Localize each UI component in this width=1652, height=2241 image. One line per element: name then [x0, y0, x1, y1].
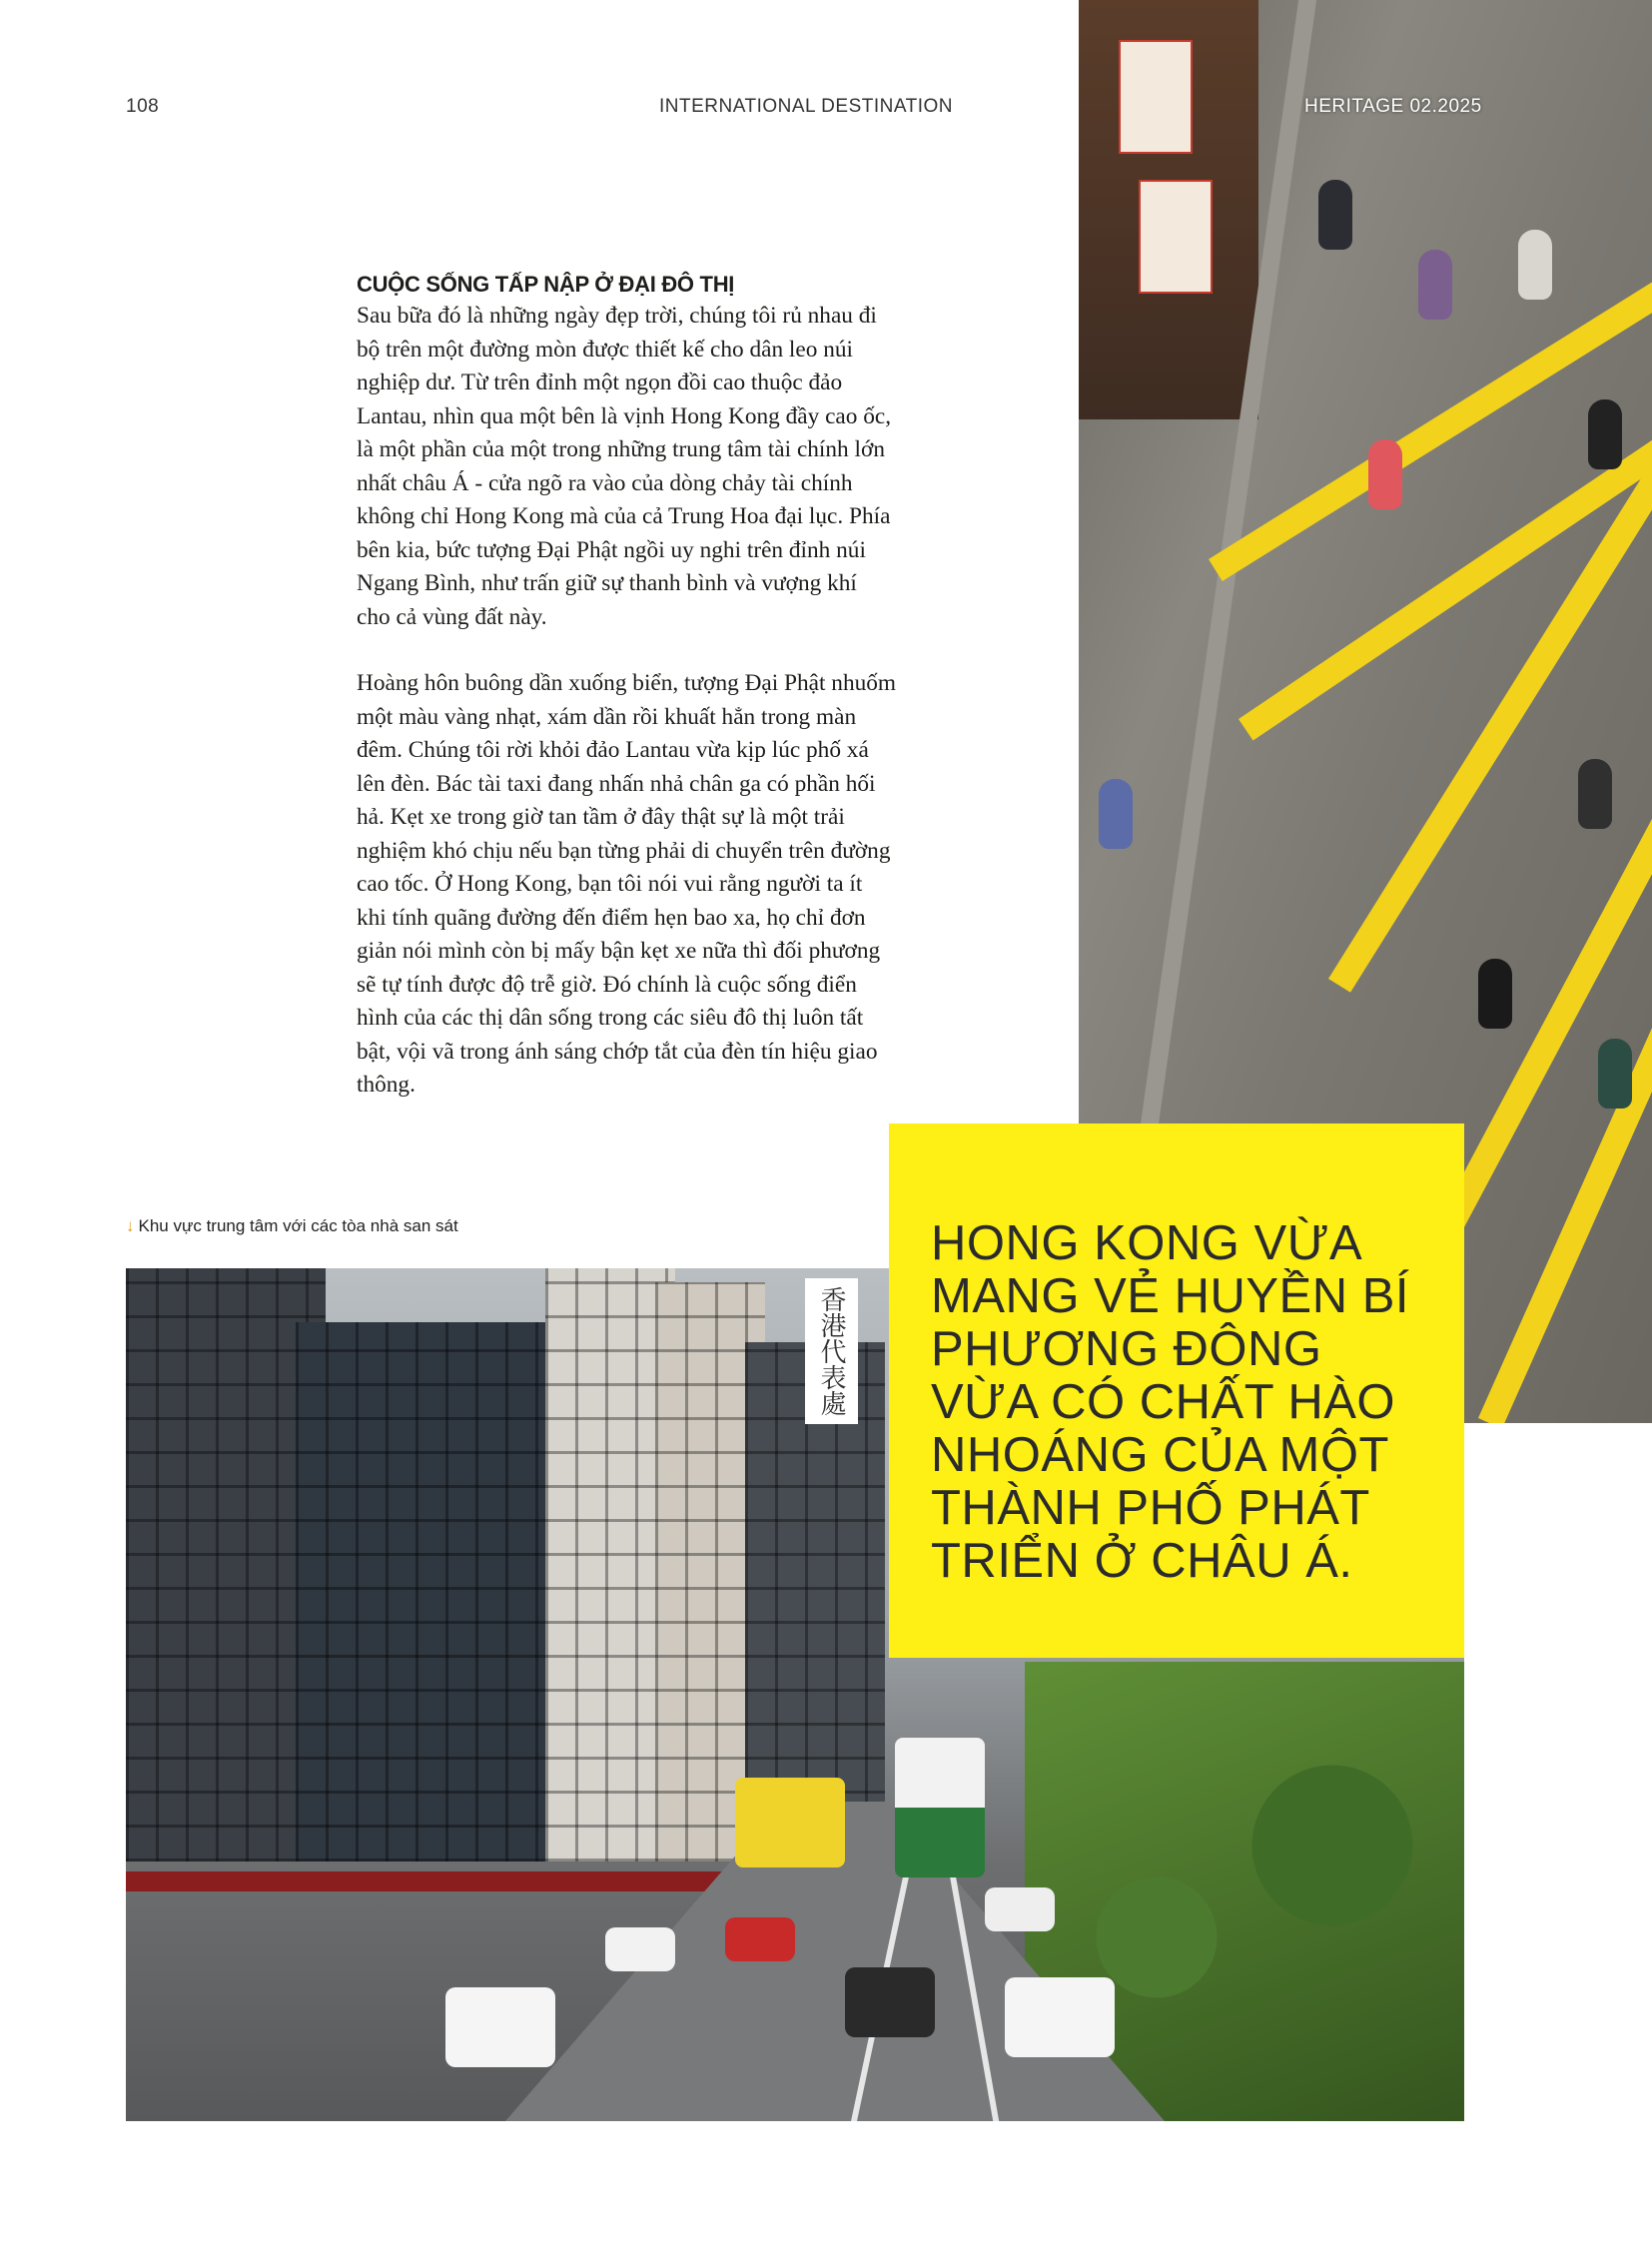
pull-quote: HONG KONG VỪA MANG VẺ HUYỀN BÍ PHƯƠNG ĐÔNG VỪA CÓ CHẤT HÀO NHOÁNG CỦA MỘT THÀNH PHỐ PHÁT TRIỂN Ở CHÂU Á. — [931, 1216, 1410, 1588]
bus — [735, 1778, 845, 1868]
pedestrian — [1099, 779, 1133, 849]
poster — [1139, 180, 1213, 294]
pedestrian — [1368, 439, 1402, 509]
pedestrian — [1418, 250, 1452, 320]
caption-text: Khu vực trung tâm với các tòa nhà san sát — [138, 1216, 458, 1235]
pedestrian — [1598, 1039, 1632, 1109]
shop-signs — [126, 1871, 785, 1891]
pedestrian — [1318, 180, 1352, 250]
pull-quote-box — [889, 1123, 1464, 1658]
car — [445, 1987, 555, 2067]
car — [725, 1917, 795, 1961]
issue-label: HERITAGE 02.2025 — [1304, 96, 1482, 117]
pedestrian — [1578, 759, 1612, 829]
article-body — [357, 270, 896, 1103]
building-sign: 香港代表處 — [805, 1278, 858, 1424]
bus — [895, 1738, 985, 1877]
article-paragraph: Hoàng hôn buông dần xuống biển, tượng Đại Phật nhuốm một màu vàng nhạt, xám dần rồi khuất hẳn trong màn đêm. Chúng tôi rời khỏi đảo Lantau vừa kịp lúc phố xá lên đèn. Bác tài taxi đang nhấn nhả chân ga có phần hối hả. Kẹt xe trong giờ tan tầm ở đây thật sự là một trải nghiệm khó chịu nếu bạn từng phải di chuyển trên đường cao tốc. Ở Hong Kong, bạn tôi nói vui rằng người ta ít khi tính quãng đường đến điểm hẹn bao xa, họ chỉ đơn giản nói mình còn bị mấy bận kẹt xe nữa thì đối phương sẽ tự tính được độ trễ giờ. Đó chính là cuộc sống điển hình của các thị dân sống trong các siêu đô thị luôn tất bật, vội vã trong ánh sáng chớp tắt của đèn tín hiệu giao thông. — [357, 670, 897, 1098]
page-number: 108 — [126, 96, 160, 117]
pedestrian — [1518, 230, 1552, 300]
poster — [1119, 40, 1193, 154]
car — [1005, 1977, 1115, 2057]
car — [845, 1967, 935, 2037]
building — [296, 1322, 585, 1862]
article-heading: CUỘC SỐNG TẤP NẬP Ở ĐẠI ĐÔ THỊ — [357, 272, 735, 297]
pedestrian — [1588, 399, 1622, 469]
arrow-down-icon: ↓ — [126, 1216, 135, 1235]
car — [985, 1887, 1055, 1931]
pedestrian — [1478, 959, 1512, 1029]
section-title: INTERNATIONAL DESTINATION — [659, 96, 954, 117]
car — [605, 1927, 675, 1971]
photo-caption — [126, 1216, 458, 1236]
article-paragraph: Sau bữa đó là những ngày đẹp trời, chúng tôi rủ nhau đi bộ trên một đường mòn được thiết kế cho dân leo núi nghiệp dư. Từ trên đỉnh một ngọn đồi cao thuộc đảo Lantau, nhìn qua một bên là vịnh Hong Kong đầy cao ốc, là một phần của một trong những trung tâm tài chính lớn nhất châu Á - cửa ngõ ra vào của dòng chảy tài chính không chỉ Hong Kong mà của cả Trung Hoa đại lục. Phía bên kia, bức tượng Đại Phật ngồi uy nghi trên đỉnh núi Ngang Bình, như trấn giữ sự thanh bình và vượng khí cho cả vùng đất này. — [357, 303, 892, 630]
